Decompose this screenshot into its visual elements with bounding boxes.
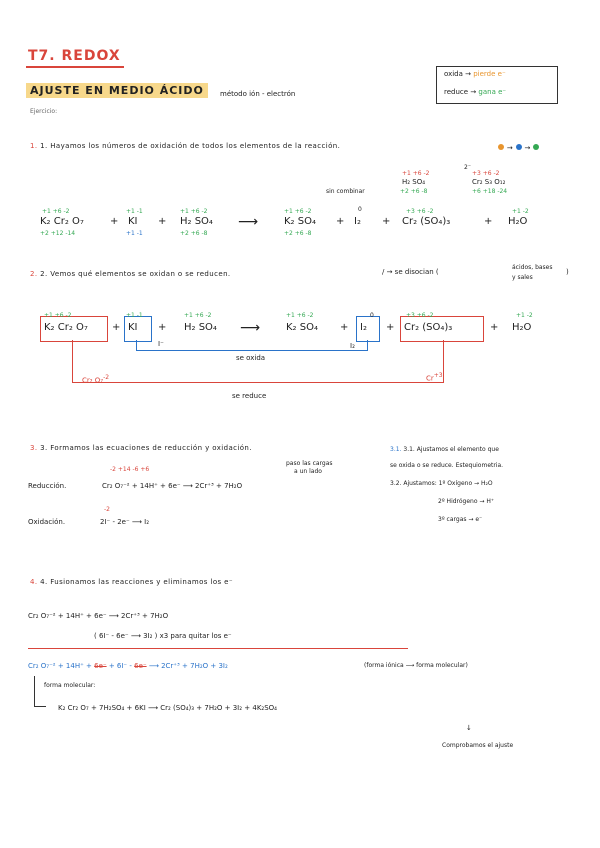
molecular-eq: K₂ Cr₂ O₇ + 7H₂SO₄ + 6KI ⟶ Cr₂ (SO₄)₃ + 7H₂O + 3I₂ + 4K₂SO₄ [58,704,277,712]
eq2-arrow: ⟶ [240,320,261,336]
eq1-h2o: H₂O [508,216,528,227]
exercise-label: Ejercicio: [30,108,58,115]
reduction-label: Reducción. [28,482,67,490]
side-e-mark: 2⁻ [464,164,471,171]
eq2-cr2so43-top: +3 +6 -2 [406,312,434,319]
side-32b: 2º Hidrógeno → H⁺ [438,498,495,505]
eq1-k2cr2o7: K₂ Cr₂ O₇ [40,216,84,227]
eq1-h2o-top: +1 -2 [512,208,529,215]
step2-note-b: ácidos, bases [512,264,553,271]
legend-row-reduce [444,88,506,96]
eq1-ki: KI [128,216,138,227]
check-arrow-icon: ↓ [466,724,472,732]
ionic-e: ⟶ 2Cr⁺³ + 7H₂O + 3I₂ [148,662,228,670]
eq1-arrow: ⟶ [238,214,259,230]
ionic-b-cancelled: 6e⁻ [94,662,107,670]
reduce-cr2o7-charge: -2 [103,374,110,381]
oxidation-label: Oxidación. [28,518,66,526]
heading-highlight: AJUSTE EN MEDIO ÁCIDO [26,83,208,98]
title-underline [26,66,124,68]
section-heading [26,84,208,97]
step3-text-content: 3. Formamos las ecuaciones de reducción y oxidación. [40,444,252,452]
separator-line [28,648,408,649]
oxidation-eq: 2I⁻ - 2e⁻ ⟶ I₂ [100,518,149,526]
eq1-h2so4-bot: +2 +6 -8 [180,230,208,237]
eq2-i2-top: 0 [370,312,374,319]
annotation-sin-combinar: sin combinar [326,188,365,195]
eq1-ki-top: +1 -1 [126,208,143,215]
side-31: 3.1. 3.1. Ajustamos el elemento que [390,446,499,453]
legend-oxida-label: oxida [444,70,463,78]
se-reduce-label: se reduce [232,392,267,400]
eq2-k2so4: K₂ SO₄ [286,322,318,333]
reduce-line-left [72,340,73,382]
ionic-note: (forma iónica ⟶ forma molecular) [364,662,468,669]
step4-line2: ( 6I⁻ - 6e⁻ ⟶ 3I₂ ) x3 para quitar los e⁻ [94,632,232,640]
reduce-cr [426,372,443,382]
eq2-i2: I₂ [360,322,367,333]
eq2-plus: + [112,322,121,333]
legend-reduce-label: reduce [444,88,469,96]
side-h2so4-sub: +2 +6 -8 [400,188,428,195]
eq1-plus: + [336,216,345,227]
eq1-k2so4-bot: +2 +6 -8 [284,230,312,237]
eq2-plus: + [490,322,499,333]
eq2-h2so4: H₂ SO₄ [184,322,217,333]
legend-oxida-value: pierde e⁻ [473,70,506,78]
eq1-h2so4: H₂ SO₄ [180,216,213,227]
ionic-eq [28,662,228,670]
eq1-cr2so43: Cr₂ (SO₄)₃ [402,216,451,227]
eq2-k2cr2o7: K₂ Cr₂ O₇ [44,322,88,333]
reduce-cr2o7 [82,374,109,384]
eq1-k2cr2o7-bot: +2 +12 -14 [40,230,76,237]
side-h2so4-charges: +1 +6 -2 [402,170,430,177]
step4-text: 4. 4. Fusionamos las reacciones y eliminamos los e⁻ [30,578,233,586]
color-dots: → → [498,143,539,153]
eq1-plus: + [484,216,493,227]
side-31b: se oxida o se reduce. Estequiometria. [390,462,504,469]
eq2-k2cr2o7-top: +1 +6 -2 [44,312,72,319]
reduce-cr2o7-text: Cr₂ O₇ [82,376,104,385]
eq1-ki-bot: +1 -1 [126,230,143,237]
ionic-d-cancelled: 6e⁻ [134,662,147,670]
heading-method: método ión - electrón [220,90,296,98]
arrow-icon: → [470,88,479,96]
eq1-cr2so43-top: +3 +6 -2 [406,208,434,215]
eq1-i2-top: 0 [358,206,362,213]
reduce-line-bottom [72,382,444,383]
step4-text-content: 4. Fusionamos las reacciones y eliminamos los e⁻ [40,578,233,586]
side-cr-charges: +3 +6 -2 [472,170,500,177]
arrow-icon: → [465,70,474,78]
step2-note [382,268,439,276]
eq2-ki-top: +1 -1 [126,312,143,319]
eq2-plus: + [158,322,167,333]
eq2-k2so4-top: +1 +6 -2 [286,312,314,319]
step2-text: 2. 2. Vemos qué elementos se oxidan o se reducen. [30,270,231,278]
eq2-h2o: H₂O [512,322,532,333]
eq1-plus: + [110,216,119,227]
step2-note-c: y sales [512,274,533,281]
eq2-cr2so43: Cr₂ (SO₄)₃ [404,322,453,333]
eq1-plus: + [382,216,391,227]
eq2-h2so4-top: +1 +6 -2 [184,312,212,319]
eq1-plus: + [158,216,167,227]
legend-reduce-value: gana e⁻ [478,88,507,96]
side-h2so4: H₂ SO₄ [402,178,426,186]
reduction-eq-text: Cr₂ O₇⁻² + 14H⁺ + 6e⁻ ⟶ 2Cr⁺³ + 7H₂O [102,482,243,490]
oxida-i2: I₂ [350,342,355,350]
reduce-cr-text: Cr [426,374,434,383]
oxida-i-minus: I⁻ [158,340,164,348]
reduce-line-right [443,340,444,382]
page-title: T7. REDOX [28,48,121,64]
molecular-bracket-v [34,676,35,706]
paso-note-1: paso las cargas [286,460,333,467]
eq1-k2cr2o7-top: +1 +6 -2 [42,208,70,215]
side-cr: Cr₂ S₃ O₁₂ [472,178,506,186]
step2-note-a: / → se disocian ( [382,268,439,276]
reduction-charges: -2 +14 -6 +6 [110,466,150,473]
eq2-plus: + [340,322,349,333]
eq1-i2: I₂ [354,216,361,227]
eq2-plus: + [386,322,395,333]
oxida-line-right [367,340,368,350]
eq2-h2o-top: +1 -2 [516,312,533,319]
ionic-c: + 6I⁻ - [108,662,132,670]
reduce-cr-charge: +3 [433,372,443,379]
step1-text: 1. 1. Hayamos los números de oxidación de todos los elementos de la reacción. [30,142,341,150]
side-cr-sub: +6 +18 -24 [472,188,508,195]
side-32: 3.2. Ajustamos: 1º Oxígeno → H₂O [390,480,493,487]
oxida-line-bottom [136,350,368,351]
side-32c: 3º cargas → e⁻ [438,516,483,523]
eq1-k2so4-top: +1 +6 -2 [284,208,312,215]
paso-note-2: a un lado [294,468,322,475]
molecular-bracket-h [34,706,46,707]
se-oxida-label: se oxida [236,354,266,362]
step2-text-content: 2. Vemos qué elementos se oxidan o se reducen. [40,270,231,278]
check-text: Comprobamos el ajuste [442,742,514,749]
ionic-a: Cr₂ O₇⁻² + 14H⁺ + [28,662,92,670]
molecular-label: forma molecular: [44,682,96,689]
step2-note-d: ) [566,268,569,276]
legend-row-oxida [444,70,506,78]
step1-text-content: 1. Hayamos los números de oxidación de todos los elementos de la reacción. [40,142,341,150]
eq2-ki: KI [128,322,138,333]
step4-line1: Cr₂ O₇⁻² + 14H⁺ + 6e⁻ ⟶ 2Cr⁺³ + 7H₂O [28,612,169,620]
eq1-k2so4: K₂ SO₄ [284,216,316,227]
oxidation-charge: -2 [104,506,110,513]
reduction-eq [102,482,242,490]
oxida-line-left [136,340,137,350]
step3-text: 3. 3. Formamos las ecuaciones de reducción y oxidación. [30,444,252,452]
side-31-text: 3.1. Ajustamos el elemento que [403,446,499,453]
eq1-h2so4-top: +1 +6 -2 [180,208,208,215]
